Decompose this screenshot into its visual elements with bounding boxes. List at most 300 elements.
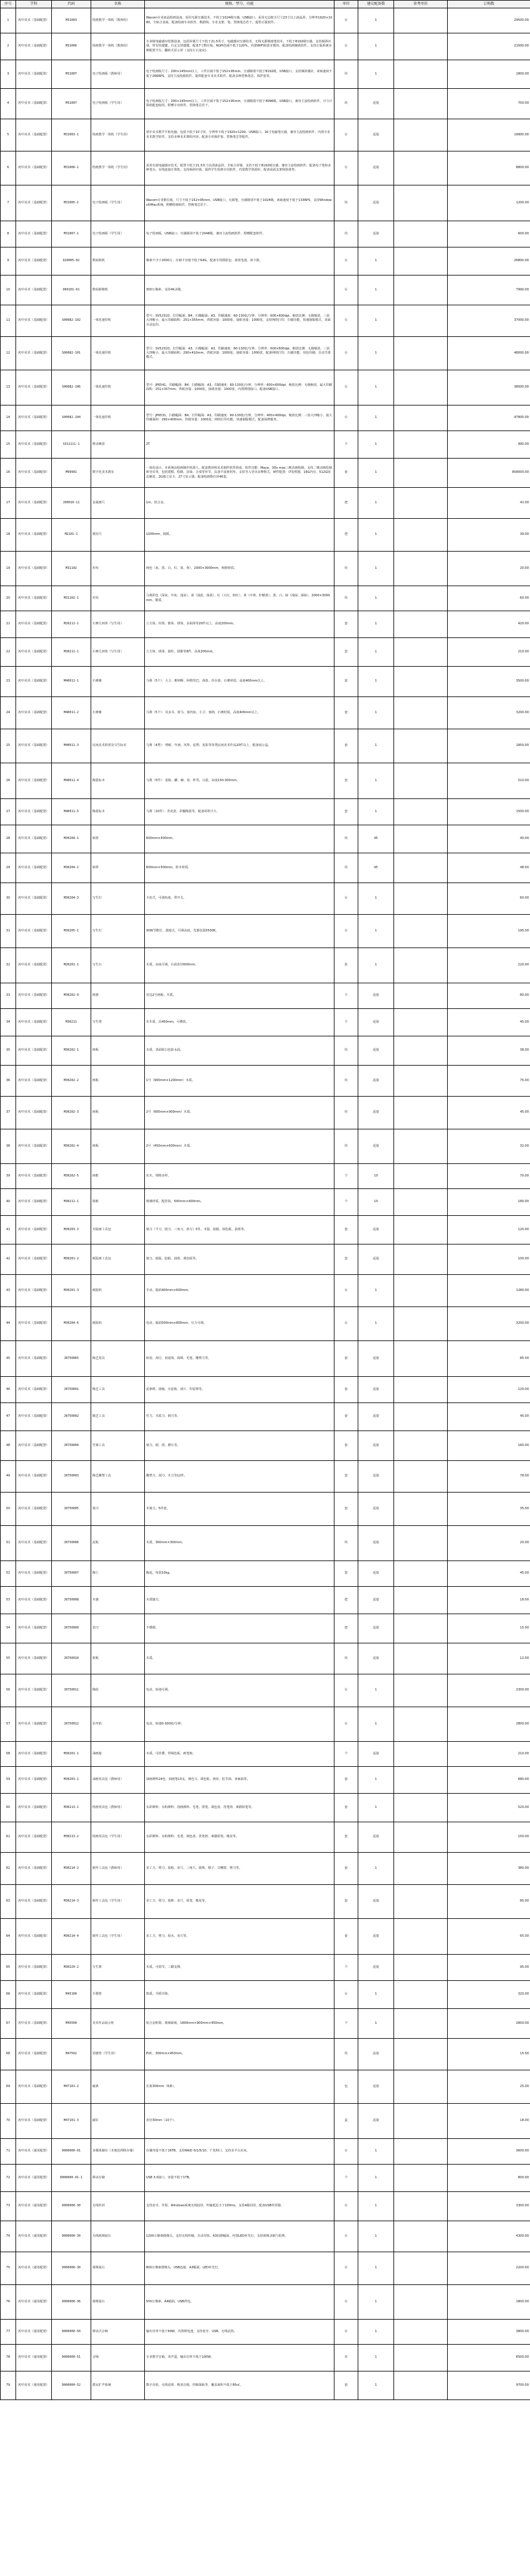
cell-price	[394, 1885, 448, 1919]
cell-unit: 套	[334, 1919, 358, 1955]
cell-quantity: 适量	[358, 1493, 394, 1526]
cell-subject: 初中美术（基础配置）	[16, 405, 52, 431]
cell-index: 57	[1, 1707, 16, 1742]
cell-order: 220.00	[448, 948, 530, 983]
cell-subject: 初中美术（通用配置）	[16, 2371, 52, 2400]
cell-index: 41	[1, 1216, 16, 1244]
cell-name: 石膏几何体（写生用）	[91, 638, 145, 667]
cell-price	[394, 1955, 448, 1981]
cell-name: 数码相机	[91, 247, 145, 275]
cell-price	[394, 763, 448, 799]
table-row	[1, 1189, 530, 1216]
cell-name: 视频展台	[91, 2285, 145, 2320]
cell-unit: 块	[334, 2039, 358, 2070]
col-header-spec: 规格、型号、功能	[145, 1, 334, 8]
cell-index: 32	[1, 948, 16, 983]
cell-quantity: 45	[358, 825, 394, 853]
cell-order: 8800.00	[448, 151, 530, 185]
cell-order: 1500.00	[448, 799, 530, 825]
cell-index: 54	[1, 1614, 16, 1643]
cell-price	[394, 2345, 448, 2371]
cell-subject: 初中美术（基础配置）	[16, 1009, 52, 1036]
cell-subject: 初中美术（基础配置）	[16, 1493, 52, 1526]
cell-name: 衬布	[91, 586, 145, 611]
cell-spec: 立方体、柱体、锥体、球体、多面体等20件以上，高度200mm。	[145, 611, 334, 638]
col-header-quantity: 建议配备数	[358, 1, 394, 8]
cell-index: 8	[1, 221, 16, 247]
cell-index: 55	[1, 1643, 16, 1674]
cell-quantity: 适量	[358, 1742, 394, 1767]
cell-spec: 泥条棒、滚轴、压泥板、刮片、印花棒等。	[145, 1377, 334, 1403]
cell-order: 47800.00	[448, 405, 530, 431]
cell-index: 4	[1, 89, 16, 119]
cell-index: 61	[1, 1822, 16, 1853]
cell-order: 60.00	[448, 586, 530, 611]
cell-unit: 台	[334, 1275, 358, 1307]
cell-spec: 电动，转速0-300转/分钟。	[145, 1707, 334, 1742]
cell-subject: 初中美术（基础配置）	[16, 2070, 52, 2104]
cell-index: 73	[1, 2192, 16, 2221]
cell-price	[394, 667, 448, 697]
cell-subject: 初中美术（基础配置）	[16, 1885, 52, 1919]
cell-subject: 初中美术（通用配置）	[16, 2221, 52, 2252]
cell-code: D000000-30	[52, 2252, 91, 2285]
cell-index: 52	[1, 1561, 16, 1587]
cell-unit: 个	[334, 1189, 358, 1216]
cell-quantity: 1	[358, 948, 394, 983]
cell-name: 陶艺工具	[91, 1377, 145, 1403]
cell-unit: 套	[334, 1853, 358, 1885]
cell-spec: 纯色（灰、黑、白、红、蓝、黄），2000×3000mm，纯棉材质。	[145, 552, 334, 586]
table-row	[1, 431, 530, 459]
cell-name: 刻刀	[91, 1493, 145, 1526]
cell-quantity: 10	[358, 1164, 394, 1189]
cell-price	[394, 1189, 448, 1216]
cell-index: 44	[1, 1307, 16, 1341]
cell-unit: 把	[334, 488, 358, 519]
cell-unit: 块	[334, 1036, 358, 1066]
cell-price	[394, 2371, 448, 2400]
cell-unit: 套	[334, 763, 358, 799]
cell-order: 21000.00	[448, 33, 530, 60]
cell-code: J8750001	[52, 1377, 91, 1403]
cell-unit: 套	[334, 1377, 358, 1403]
cell-code: M30201-1	[52, 1742, 91, 1767]
cell-name: 电子绘画板（教师用）	[91, 60, 145, 89]
cell-index: 1	[1, 8, 16, 33]
cell-price	[394, 488, 448, 519]
cell-index: 7	[1, 185, 16, 221]
cell-code: J8750012	[52, 1707, 91, 1742]
cell-subject: 初中美术（基础配置）	[16, 1275, 52, 1307]
table-row	[1, 2070, 530, 2104]
cell-code: M30201-3	[52, 1275, 91, 1307]
cell-spec: 木质，可调节，三脚支撑。	[145, 1955, 334, 1981]
cell-code: M30202-9	[52, 983, 91, 1009]
cell-index: 53	[1, 1587, 16, 1614]
table-row	[1, 1981, 530, 2009]
cell-order: 1200.00	[448, 185, 530, 221]
cell-unit: 台	[334, 275, 358, 305]
cell-order: 150.00	[448, 1822, 530, 1853]
cell-quantity: 1	[358, 2371, 394, 2400]
cell-code: M30201-2	[52, 1244, 91, 1275]
cell-name: 写生架	[91, 1955, 145, 1981]
cell-order: 680.00	[448, 1767, 530, 1794]
table-row	[1, 1036, 530, 1066]
table-row	[1, 552, 530, 586]
cell-unit: 块	[334, 853, 358, 883]
table-row	[1, 1885, 530, 1919]
table-row	[1, 825, 530, 853]
table-row	[1, 247, 530, 275]
cell-spec: 陶泥，每袋10kg。	[145, 1561, 334, 1587]
cell-order: 3200.00	[448, 697, 530, 729]
cell-quantity: 1	[358, 2165, 394, 2192]
cell-price	[394, 8, 448, 33]
cell-quantity: 适量	[358, 983, 394, 1009]
cell-quantity: 适量	[358, 1377, 394, 1403]
cell-price	[394, 1036, 448, 1066]
cell-code: M31007-1	[52, 221, 91, 247]
cell-name: 石膏几何体（写生用）	[91, 611, 145, 638]
cell-price	[394, 697, 448, 729]
cell-spec: 实木质，高450mm，可叠放。	[145, 1009, 334, 1036]
cell-quantity: 1	[358, 729, 394, 763]
cell-quantity: 1	[358, 586, 394, 611]
cell-spec: 电子绘画板尺寸：200×145mm以上，工作区域不低于152×95mm，压感级别不低于8192级，USB接口，支持倾斜感应，读取速度不低于266RPS，支持主流绘画软件。提供配套专业美术软件，配备多种替换笔芯、保护套等。	[145, 60, 334, 89]
cell-order: 38000.00	[448, 370, 530, 405]
cell-code: M30211	[52, 1009, 91, 1036]
cell-subject: 初中美术（基础配置）	[16, 1377, 52, 1403]
cell-order: 85.00	[448, 1885, 530, 1919]
cell-order: 120.00	[448, 1377, 530, 1403]
cell-subject: 初中美术（基础配置）	[16, 667, 52, 697]
cell-code: M30214-4	[52, 1919, 91, 1955]
cell-code: M2101-1	[52, 519, 91, 552]
table-row	[1, 2345, 530, 2371]
cell-name: 移动存储	[91, 2165, 145, 2192]
cell-spec: 800万像素摄像头，USB连接，A3幅面，LED补光灯。	[145, 2252, 334, 2285]
cell-quantity: 1	[358, 611, 394, 638]
table-row	[1, 1164, 530, 1189]
cell-name: 画板	[91, 1066, 145, 1097]
cell-subject: 初中美术（基础配置）	[16, 1403, 52, 1431]
cell-order: 29500.00	[448, 8, 530, 33]
cell-name: 陶艺工具	[91, 1403, 145, 1431]
cell-quantity: 适量	[358, 89, 394, 119]
cell-name: 陶艺用具	[91, 1341, 145, 1377]
table-row	[1, 2285, 530, 2320]
cell-code: M45500	[52, 2009, 91, 2039]
cell-spec: 型号：JP6541，印刷幅面：B4，扫描幅面：A3，印刷速度：60-130张/分钟，分辨率：600×600dpi，缩放比例：无级缩放，最大印刷面积：251×357mm，供纸容量：1000张，接纸容量：1000张，内置网络接口，配备USB接口。	[145, 370, 334, 405]
cell-quantity: 1	[358, 488, 394, 519]
cell-price	[394, 337, 448, 370]
cell-subject: 初中美术（基础配置）	[16, 431, 52, 459]
cell-code: M30204-1	[52, 825, 91, 853]
cell-subject: 初中美术（基础配置）	[16, 1674, 52, 1707]
cell-subject: 初中美术（通用配置）	[16, 2252, 52, 2285]
cell-index: 60	[1, 1794, 16, 1822]
cell-spec: 专业教学音箱，双声道，输出功率不低于100W。	[145, 2345, 334, 2371]
table-row	[1, 1742, 530, 1767]
cell-subject: 初中美术（通用配置）	[16, 2165, 52, 2192]
cell-quantity: 适量	[358, 119, 394, 151]
cell-name: 电子绘画板（学生用）	[91, 89, 145, 119]
cell-code: M30211-1	[52, 638, 91, 667]
cell-name: 画架	[91, 983, 145, 1009]
cell-unit: 套	[334, 729, 358, 763]
cell-unit: 块	[334, 221, 358, 247]
cell-name: 油画用具包（教师用）	[91, 1767, 145, 1794]
cell-spec: 直径30mm（10个）。	[145, 2104, 334, 2139]
table-row	[1, 488, 530, 519]
cell-price	[394, 825, 448, 853]
table-row	[1, 1767, 530, 1794]
cell-subject: 初中美术（基础配置）	[16, 337, 52, 370]
cell-name: 民间美术欣赏及写生标本	[91, 729, 145, 763]
table-row	[1, 729, 530, 763]
cell-code: M30204-2	[52, 853, 91, 883]
cell-code: M47101-3	[52, 2104, 91, 2139]
col-header-name: 名称	[91, 1, 145, 8]
cell-name: 陶艺雕塑工具	[91, 1461, 145, 1493]
cell-spec: 300万像素，支持4K录像。	[145, 275, 334, 305]
cell-price	[394, 1461, 448, 1493]
table-row	[1, 948, 530, 983]
cell-code: J00010-11	[52, 488, 91, 519]
cell-price	[394, 1129, 448, 1164]
cell-quantity: 1	[358, 247, 394, 275]
cell-name: 切刀	[91, 1614, 145, 1643]
table-row	[1, 853, 530, 883]
cell-index: 12	[1, 337, 16, 370]
cell-unit: 套	[334, 667, 358, 697]
col-header-index: 序号	[1, 1, 16, 8]
cell-quantity: 1	[358, 60, 394, 89]
table-row	[1, 915, 530, 948]
col-header-unit: 单位	[334, 1, 358, 8]
cell-subject: 初中美术（基础配置）	[16, 1643, 52, 1674]
cell-code: D000000-30	[52, 2192, 91, 2221]
cell-quantity: 适量	[358, 1526, 394, 1561]
cell-spec: 雕塑刀、刮刀、木刀等12件。	[145, 1461, 334, 1493]
cell-unit: 张	[334, 948, 358, 983]
cell-price	[394, 275, 448, 305]
cell-subject: 初中美术（基础配置）	[16, 638, 52, 667]
cell-index: 65	[1, 1955, 16, 1981]
cell-subject: 初中美术（基础配置）	[16, 825, 52, 853]
table-row	[1, 221, 530, 247]
cell-name: 磁条	[91, 2070, 145, 2104]
cell-spec: 2号（600mm×900mm）木质。	[145, 1097, 334, 1129]
cell-spec: 马利彩色（深灰、中灰、浅灰），蓝（浅蓝、深蓝），红（大红、粉红），黄（中黄、柠檬黄），黑、白、绿（浅绿、深绿），2000×3000mm，棉质。	[145, 586, 334, 611]
table-row	[1, 1341, 530, 1377]
cell-code: M99902	[52, 459, 91, 488]
cell-price	[394, 2285, 448, 2320]
table-row	[1, 2320, 530, 2345]
cell-index: 6	[1, 151, 16, 185]
cell-order: 37000.00	[448, 305, 530, 337]
cell-quantity: 1	[358, 337, 394, 370]
cell-index: 33	[1, 983, 16, 1009]
cell-price	[394, 948, 448, 983]
cell-price	[394, 2009, 448, 2039]
cell-unit: 套	[334, 611, 358, 638]
cell-order: 858000.00	[448, 459, 530, 488]
cell-order: 45.00	[448, 1009, 530, 1036]
cell-price	[394, 552, 448, 586]
cell-price	[394, 1587, 448, 1614]
cell-code: M30202-4	[52, 1129, 91, 1164]
cell-quantity: 1	[358, 519, 394, 552]
cell-name: 移动式音响	[91, 2320, 145, 2345]
cell-order: 48.00	[448, 853, 530, 883]
cell-price	[394, 89, 448, 119]
cell-index: 45	[1, 1341, 16, 1377]
cell-price	[394, 185, 448, 221]
cell-name: 视频展台	[91, 2252, 145, 2285]
table-row	[1, 1561, 530, 1587]
table-row	[1, 1097, 530, 1129]
cell-index: 28	[1, 825, 16, 853]
table-row	[1, 1614, 530, 1643]
table-row	[1, 2192, 530, 2221]
cell-index: 19	[1, 552, 16, 586]
cell-price	[394, 151, 448, 185]
table-row	[1, 638, 530, 667]
cell-quantity: 适量	[358, 1129, 394, 1164]
cell-name: 木版画工具包	[91, 1216, 145, 1244]
cell-order: 520.00	[448, 1794, 530, 1822]
cell-index: 30	[1, 883, 16, 915]
cell-subject: 初中美术（基础配置）	[16, 488, 52, 519]
cell-order: 2300.00	[448, 1674, 530, 1707]
table-row	[1, 586, 530, 611]
cell-name: 画板	[91, 1129, 145, 1164]
table-row	[1, 305, 530, 337]
cell-quantity: 1	[358, 1794, 394, 1822]
cell-name: 画板	[91, 1036, 145, 1066]
cell-spec: 支持安卓、苹果、Windows系统无线投屏，传输延迟小于100ms，支持4路同屏，配备USB传屏器。	[145, 2192, 334, 2221]
cell-order: 80.00	[448, 983, 530, 1009]
cell-name: 电子绘画板（学生用）	[91, 221, 145, 247]
cell-price	[394, 1307, 448, 1341]
cell-spec: 电动，版面500mm×800mm，压力可调。	[145, 1307, 334, 1341]
cell-order: 100.00	[448, 1244, 530, 1275]
table-row	[1, 1493, 530, 1526]
cell-unit: 套	[334, 1431, 358, 1461]
cell-index: 29	[1, 853, 16, 883]
cell-price	[394, 1822, 448, 1853]
cell-quantity: 1	[358, 552, 394, 586]
cell-subject: 初中美术（基础配置）	[16, 1822, 52, 1853]
cell-code: M31006	[52, 33, 91, 60]
cell-quantity: 1	[358, 1767, 394, 1794]
cell-quantity: 1	[358, 1707, 394, 1742]
cell-unit: 块	[334, 60, 358, 89]
cell-price	[394, 1853, 448, 1885]
cell-index: 42	[1, 1244, 16, 1275]
cell-spec: 不锈钢。	[145, 1614, 334, 1643]
cell-subject: 初中美术（基础配置）	[16, 1036, 52, 1066]
cell-quantity: 1	[358, 799, 394, 825]
cell-code: M30203-3	[52, 1216, 91, 1244]
cell-name: 一体化速印机	[91, 305, 145, 337]
cell-order: 19900.00	[448, 119, 530, 151]
cell-quantity: 1	[358, 459, 394, 488]
cell-name: 写生台	[91, 948, 145, 983]
cell-spec: 型号：SV5231D，打印幅面：A3，扫描幅面：A3，印刷速度：60-130张/分钟，分辨率：600×600dpi，缩放比例：无级缩放，三放大四缩小，最大印刷面积：290×410mm，供纸容量：1000张，接纸容量：1000张，配备网络打印、扫描功能，双色印刷，自动节墨模式。	[145, 337, 334, 370]
cell-price	[394, 1981, 448, 2009]
cell-subject: 初中美术（基础配置）	[16, 1707, 52, 1742]
cell-subject: 初中美术（基础配置）	[16, 247, 52, 275]
cell-code: M20211-1	[52, 611, 91, 638]
cell-order: 700.00	[448, 89, 530, 119]
cell-order: 1800.00	[448, 2285, 530, 2320]
cell-index: 14	[1, 405, 16, 431]
cell-spec: 木质，300mm×300mm。	[145, 1526, 334, 1561]
cell-quantity: 适量	[358, 1431, 394, 1461]
cell-order: 420.00	[448, 611, 530, 638]
cell-name: 无线传屏	[91, 2192, 145, 2221]
cell-unit: 台	[334, 119, 358, 151]
cell-quantity: 适量	[358, 1461, 394, 1493]
cell-spec: 油画颜料24色，油画笔10支，调色刀、调色板、画布、松节油、亚麻油等。	[145, 1767, 334, 1794]
cell-price	[394, 431, 448, 459]
cell-quantity: 1	[358, 763, 394, 799]
cell-subject: 初中美术（基础配置）	[16, 883, 52, 915]
cell-unit: 把	[334, 1587, 358, 1614]
cell-code: M20201-1	[52, 948, 91, 983]
cell-price	[394, 1493, 448, 1526]
cell-index: 31	[1, 915, 16, 948]
cell-quantity: 1	[358, 2009, 394, 2039]
cell-quantity: 适量	[358, 1341, 394, 1377]
cell-name: 陶轮	[91, 1674, 145, 1707]
table-row	[1, 1461, 530, 1493]
cell-order: 210.00	[448, 1742, 530, 1767]
cell-order: 800.00	[448, 2165, 530, 2192]
cell-index: 3	[1, 60, 16, 89]
cell-name: 竹刻工具	[91, 1431, 145, 1461]
cell-price	[394, 1767, 448, 1794]
cell-spec: 1号（900mm×1200mm）木质。	[145, 1066, 334, 1097]
cell-price	[394, 638, 448, 667]
cell-spec: 对边2号画板，木质。	[145, 983, 334, 1009]
table-row	[1, 1244, 530, 1275]
cell-unit: 套	[334, 799, 358, 825]
cell-unit: 块	[334, 1066, 358, 1097]
cell-code: M30220-2	[52, 1955, 91, 1981]
cell-order: 75.00	[448, 1066, 530, 1097]
cell-unit: 把	[334, 1614, 358, 1643]
cell-price	[394, 1164, 448, 1189]
cell-order: 65.00	[448, 1919, 530, 1955]
cell-subject: 初中美术（基础配置）	[16, 586, 52, 611]
cell-quantity: 适量	[358, 221, 394, 247]
cell-price	[394, 2070, 448, 2104]
cell-spec: 600mm×500mm。	[145, 825, 334, 853]
cell-name: 拉坯机	[91, 1707, 145, 1742]
cell-name: 画框	[91, 1164, 145, 1189]
table-row	[1, 1853, 530, 1885]
cell-spec: 电子绘画板尺寸：200×145mm以上，工作区域不低于152×95mm，压感级别不低于4096级，USB接口，兼容主流绘画软件，可与计算机配套使用。附赠专业软件、替换笔芯若干。	[145, 89, 334, 119]
cell-unit: 台	[334, 2252, 358, 2285]
cell-subject: 初中美术（基础配置）	[16, 1129, 52, 1164]
cell-name: 绘画教学一体机（教师用）	[91, 33, 145, 60]
cell-code: J8750009	[52, 1614, 91, 1643]
